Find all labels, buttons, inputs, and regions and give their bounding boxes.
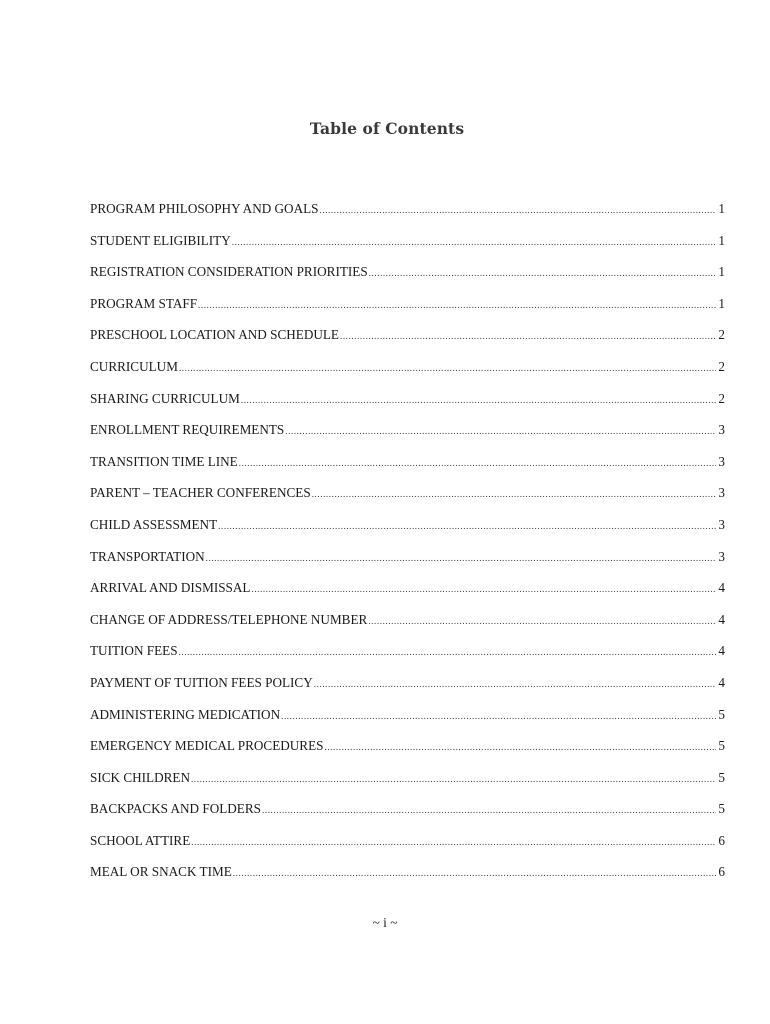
toc-entry-page: 4 — [718, 580, 725, 596]
page-number-footer: ~ i ~ — [372, 915, 398, 930]
toc-entry[interactable] — [90, 801, 725, 833]
toc-entry-label: SCHOOL ATTIRE — [90, 832, 191, 848]
toc-entry[interactable] — [90, 233, 725, 265]
toc-leader-dots — [312, 489, 716, 499]
toc-leader-dots — [324, 742, 716, 752]
toc-entry-page: 5 — [718, 738, 725, 754]
toc-entry-label: REGISTRATION CONSIDERATION PRIORITIES — [90, 264, 368, 280]
toc-entry-page: 5 — [718, 706, 725, 722]
toc-entry-page: 1 — [718, 232, 725, 248]
toc-entry[interactable] — [90, 359, 725, 391]
toc-entry-label: BACKPACKS AND FOLDERS — [90, 801, 261, 817]
toc-entry-label: PROGRAM STAFF — [90, 295, 198, 311]
toc-entry[interactable] — [90, 454, 725, 486]
toc-leader-dots — [368, 616, 716, 626]
toc-entry-label: TRANSPORTATION — [90, 548, 205, 564]
toc-leader-dots — [241, 395, 716, 405]
toc-leader-dots — [239, 458, 716, 468]
toc-entry[interactable] — [90, 296, 725, 328]
toc-entry-page: 3 — [718, 548, 725, 564]
toc-entry[interactable] — [90, 738, 725, 770]
toc-entry[interactable] — [90, 833, 725, 865]
toc-entry-page: 3 — [718, 516, 725, 532]
toc-entry-page: 2 — [718, 390, 725, 406]
toc-entry-page: 5 — [718, 769, 725, 785]
toc-entry-page: 3 — [718, 453, 725, 469]
toc-leader-dots — [281, 711, 716, 721]
toc-leader-dots — [320, 205, 717, 215]
toc-leader-dots — [206, 553, 716, 563]
toc-leader-dots — [314, 679, 716, 689]
toc-leader-dots — [191, 837, 716, 847]
toc-entry-label: MEAL OR SNACK TIME — [90, 864, 232, 880]
toc-entry-label: TRANSITION TIME LINE — [90, 453, 238, 469]
toc-entry-label: PRESCHOOL LOCATION AND SCHEDULE — [90, 327, 339, 343]
toc-entry-page: 4 — [718, 643, 725, 659]
toc-entry[interactable] — [90, 201, 725, 233]
toc-entry-page: 2 — [718, 358, 725, 374]
toc-entry-page: 2 — [718, 327, 725, 343]
toc-leader-dots — [369, 268, 716, 278]
toc-entry[interactable] — [90, 612, 725, 644]
toc-entry-label: PAYMENT OF TUITION FEES POLICY — [90, 674, 313, 690]
toc-entry-page: 5 — [718, 801, 725, 817]
toc-entry-page: 6 — [718, 832, 725, 848]
toc-entry-label: ARRIVAL AND DISMISSAL — [90, 580, 251, 596]
toc-entry[interactable] — [90, 864, 725, 896]
toc-entry-page: 1 — [718, 264, 725, 280]
toc-entry-page: 3 — [718, 485, 725, 501]
toc-entry-label: SHARING CURRICULUM — [90, 390, 240, 406]
toc-entry[interactable] — [90, 707, 725, 739]
toc-entry-label: ENROLLMENT REQUIREMENTS — [90, 422, 285, 438]
toc-entry[interactable] — [90, 770, 725, 802]
toc-entry-page: 4 — [718, 674, 725, 690]
toc-leader-dots — [179, 647, 716, 657]
toc-leader-dots — [218, 521, 716, 531]
toc-entry[interactable] — [90, 643, 725, 675]
toc-leader-dots — [285, 426, 716, 436]
toc-entry-label: TUITION FEES — [90, 643, 178, 659]
toc-entry-label: EMERGENCY MEDICAL PROCEDURES — [90, 738, 324, 754]
toc-list — [90, 201, 725, 896]
toc-entry-label: PROGRAM PHILOSOPHY AND GOALS — [90, 201, 319, 216]
toc-entry-page: 4 — [718, 611, 725, 627]
toc-leader-dots — [340, 331, 716, 341]
toc-entry[interactable] — [90, 391, 725, 423]
toc-entry-label: CHANGE OF ADDRESS/TELEPHONE NUMBER — [90, 611, 368, 627]
toc-entry[interactable] — [90, 485, 725, 517]
toc-leader-dots — [198, 300, 716, 310]
toc-entry[interactable] — [90, 327, 725, 359]
toc-leader-dots — [191, 774, 716, 784]
toc-entry-label: SICK CHILDREN — [90, 769, 191, 785]
toc-entry[interactable] — [90, 264, 725, 296]
toc-entry-page: 1 — [718, 295, 725, 311]
toc-leader-dots — [233, 868, 716, 878]
toc-entry[interactable] — [90, 517, 725, 549]
toc-leader-dots — [262, 805, 716, 815]
toc-entry-label: CURRICULUM — [90, 358, 178, 374]
toc-leader-dots — [232, 237, 716, 247]
toc-entry-label: CHILD ASSESSMENT — [90, 516, 218, 532]
toc-entry-label: STUDENT ELIGIBILITY — [90, 232, 231, 248]
toc-leader-dots — [179, 363, 716, 373]
toc-entry[interactable] — [90, 580, 725, 612]
toc-entry-page: 3 — [718, 422, 725, 438]
toc-entry-page: 1 — [718, 201, 725, 216]
toc-entry[interactable] — [90, 422, 725, 454]
toc-leader-dots — [251, 584, 716, 594]
toc-entry[interactable] — [90, 675, 725, 707]
toc-entry-label: ADMINISTERING MEDICATION — [90, 706, 281, 722]
page-title: Table of Contents — [309, 119, 465, 138]
toc-entry-page: 6 — [718, 864, 725, 880]
toc-entry-label: PARENT – TEACHER CONFERENCES — [90, 485, 311, 501]
toc-entry[interactable] — [90, 549, 725, 581]
